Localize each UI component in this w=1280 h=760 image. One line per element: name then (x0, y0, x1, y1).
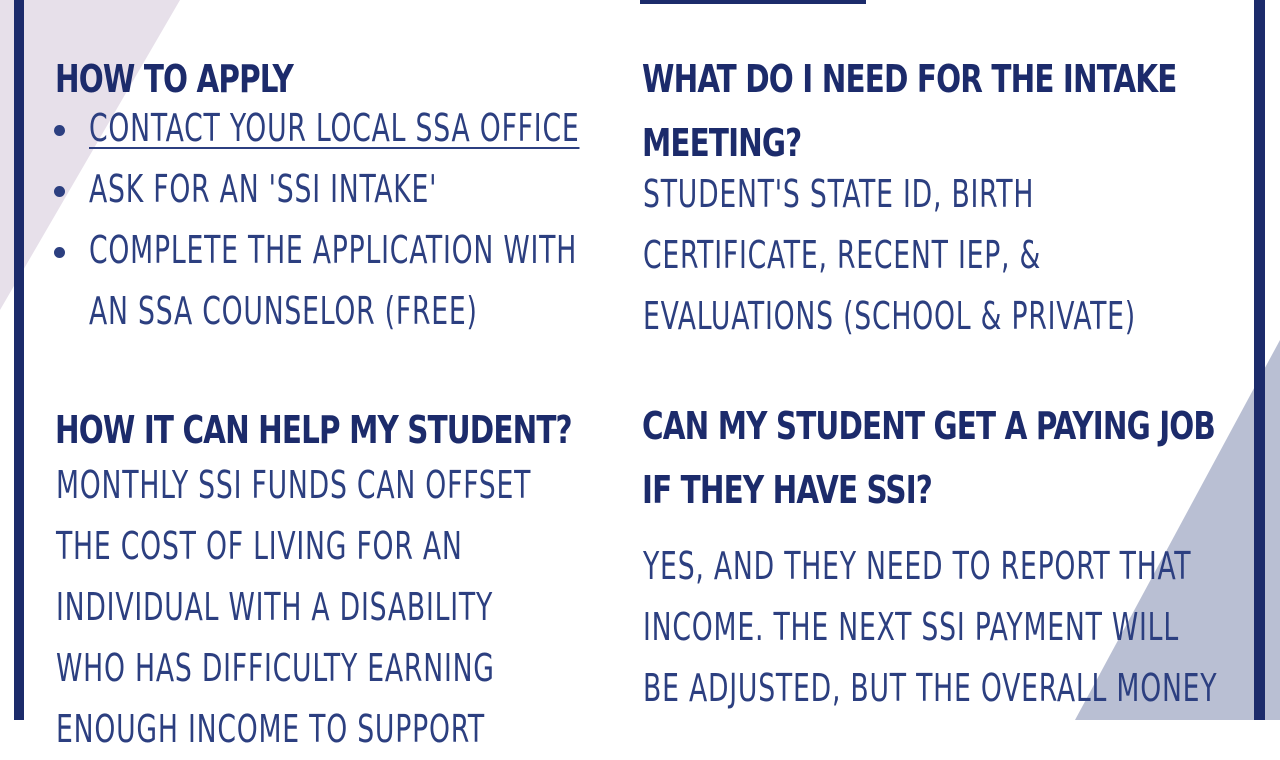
right-border (1254, 0, 1265, 720)
intake-meeting-heading: WHAT DO I NEED FOR THE INTAKE MEETING? (642, 57, 1177, 165)
help-student-body: MONTHLY SSI FUNDS CAN OFFSET THE COST OF LIVING FOR AN INDIVIDUAL WITH A DISABILITY WHO HAS DIFFICULTY EARNING ENOUGH INCOME TO SUPPORT (56, 463, 532, 751)
bullet-icon (54, 186, 65, 197)
top-accent-bar (640, 0, 866, 4)
left-border (14, 0, 24, 720)
help-student-heading: HOW IT CAN HELP MY STUDENT? (55, 408, 572, 452)
apply-step-text: ASK FOR AN 'SSI INTAKE' (89, 167, 438, 211)
how-to-apply-heading: HOW TO APPLY (55, 57, 293, 101)
paying-job-body: YES, AND THEY NEED TO REPORT THAT INCOME. THE NEXT SSI PAYMENT WILL BE ADJUSTED, BUT THE OVERALL MONEY (643, 544, 1218, 710)
bullet-icon (54, 125, 65, 136)
intake-meeting-body: STUDENT'S STATE ID, BIRTH CERTIFICATE, RECENT IEP, & EVALUATIONS (SCHOOL & PRIVATE) (643, 172, 1136, 338)
contact-ssa-link[interactable]: CONTACT YOUR LOCAL SSA OFFICE (89, 106, 580, 150)
paying-job-heading: CAN MY STUDENT GET A PAYING JOB IF THEY HAVE SSI? (642, 404, 1215, 512)
bullet-icon (54, 247, 65, 258)
apply-step-text: COMPLETE THE APPLICATION WITH AN SSA COUNSELOR (FREE) (89, 228, 578, 333)
